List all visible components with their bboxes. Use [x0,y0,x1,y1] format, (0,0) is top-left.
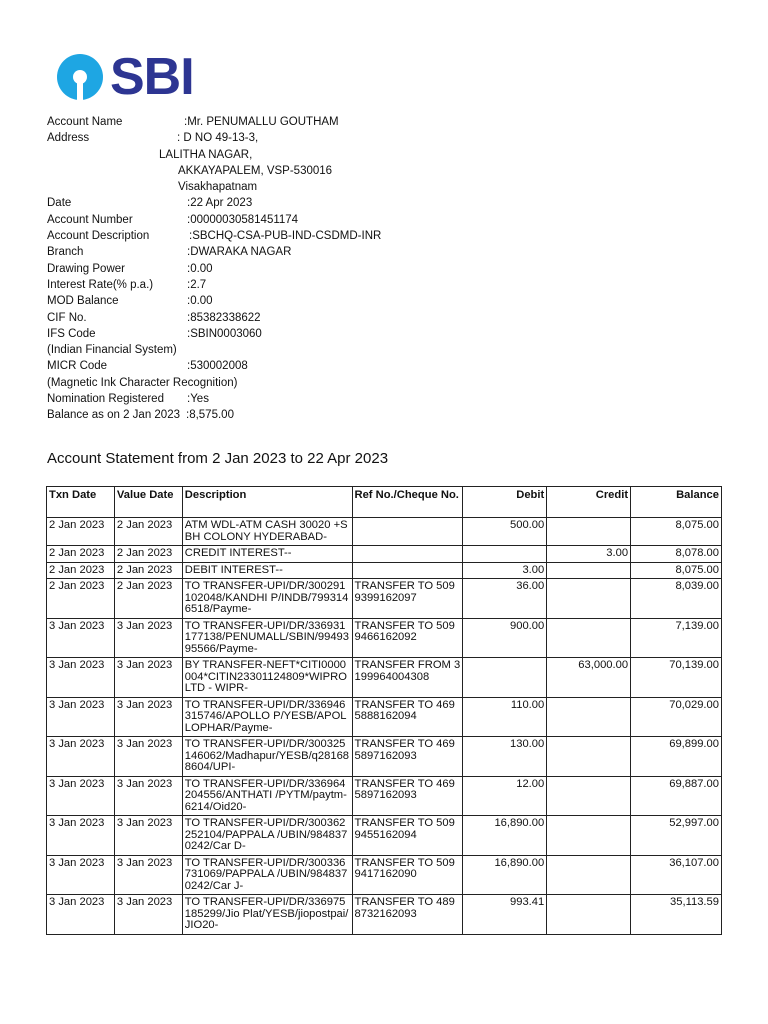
detail-label: Account Description [47,230,150,243]
sbi-logo [56,48,194,106]
detail-label: IFS Code [47,327,96,340]
txn-date-cell: 2 Jan 2023 [47,546,115,563]
ref-no-cell: TRANSFER TO 4898732162093 [352,895,463,935]
detail-label: Account Number [47,213,133,226]
credit-cell [547,737,631,777]
txn-date-cell: 3 Jan 2023 [47,895,115,935]
detail-label: Interest Rate(% p.a.) [47,278,154,291]
value-date-cell: 2 Jan 2023 [114,546,182,563]
credit-cell: 3.00 [547,546,631,563]
balance-cell: 35,113.59 [631,895,722,935]
debit-cell: 130.00 [463,737,547,777]
detail-label: MICR Code [47,360,108,373]
description-cell: TO TRANSFER-UPI/DR/336964204556/ANTHATI /PYTM/paytm-6214/Oid20- [182,776,352,816]
detail-value: :530002008 [187,360,248,373]
detail-label: Balance as on 2 Jan 2023 [47,409,180,422]
statement-title: Account Statement from 2 Jan 2023 to 22 Apr 2023 [47,450,389,467]
header-value-date: Value Date [114,487,182,518]
transactions-table [46,486,722,935]
txn-date-cell: 3 Jan 2023 [47,855,115,895]
balance-cell: 36,107.00 [631,855,722,895]
credit-cell [547,518,631,546]
credit-cell [547,895,631,935]
detail-value: :0.00 [187,295,213,308]
balance-cell: 8,078.00 [631,546,722,563]
detail-value: :00000030581451174 [187,213,299,226]
debit-cell: 12.00 [463,776,547,816]
credit-cell: 63,000.00 [547,658,631,698]
detail-value: :0.00 [187,262,213,275]
ref-no-cell [352,546,463,563]
detail-value: :22 Apr 2023 [187,197,253,210]
balance-cell: 70,029.00 [631,697,722,737]
detail-value: :Yes [187,393,209,406]
table-row [47,895,722,935]
txn-date-cell: 3 Jan 2023 [47,816,115,856]
description-cell: TO TRANSFER-UPI/DR/336975185299/Jio Plat/YESB/jiopostpai/JIO20- [182,895,352,935]
value-date-cell: 2 Jan 2023 [114,518,182,546]
table-header-row [47,487,722,518]
table-row [47,855,722,895]
credit-cell [547,618,631,658]
detail-label: CIF No. [47,311,87,324]
description-cell: BY TRANSFER-NEFT*CITI0000004*CITIN23301124809*WIPRO LTD - WIPR- [182,658,352,698]
detail-value: Visakhapatnam [178,181,258,194]
value-date-cell: 3 Jan 2023 [114,737,182,777]
debit-cell: 16,890.00 [463,816,547,856]
ref-no-cell: TRANSFER TO 5099455162094 [352,816,463,856]
detail-value: : D NO 49-13-3, [177,132,259,145]
description-cell: TO TRANSFER-UPI/DR/336946315746/APOLLO P/YESB/APOLLOPHAR/Payme- [182,697,352,737]
description-cell: TO TRANSFER-UPI/DR/300291102048/KANDHI P/INDB/7993146518/Payme- [182,579,352,619]
txn-date-cell: 2 Jan 2023 [47,579,115,619]
description-cell: TO TRANSFER-UPI/DR/300336731069/PAPPALA /UBIN/9848370242/Car J- [182,855,352,895]
debit-cell [463,658,547,698]
balance-cell: 69,887.00 [631,776,722,816]
table-row [47,816,722,856]
value-date-cell: 3 Jan 2023 [114,855,182,895]
detail-value: AKKAYAPALEM, VSP-530016 [178,164,333,177]
description-cell: TO TRANSFER-UPI/DR/336931177138/PENUMALL/SBIN/9949395566/Payme- [182,618,352,658]
ref-no-cell: TRANSFER TO 4695888162094 [352,697,463,737]
txn-date-cell: 2 Jan 2023 [47,562,115,579]
detail-value: :8,575.00 [186,409,234,422]
description-cell: DEBIT INTEREST-- [182,562,352,579]
table-row [47,562,722,579]
debit-cell: 500.00 [463,518,547,546]
header-balance: Balance [631,487,722,518]
detail-value: :DWARAKA NAGAR [187,246,292,259]
detail-value: :SBIN0003060 [187,327,262,340]
ref-no-cell: TRANSFER TO 5099399162097 [352,579,463,619]
detail-label: MOD Balance [47,295,119,308]
header-description: Description [182,487,352,518]
debit-cell: 16,890.00 [463,855,547,895]
ref-no-cell: TRANSFER TO 4695897162093 [352,737,463,777]
credit-cell [547,562,631,579]
debit-cell: 110.00 [463,697,547,737]
bank-name: SBI [110,48,194,106]
balance-cell: 7,139.00 [631,618,722,658]
balance-cell: 69,899.00 [631,737,722,777]
ref-no-cell [352,562,463,579]
credit-cell [547,776,631,816]
table-row [47,658,722,698]
debit-cell: 3.00 [463,562,547,579]
header-credit: Credit [547,487,631,518]
description-cell: CREDIT INTEREST-- [182,546,352,563]
txn-date-cell: 3 Jan 2023 [47,776,115,816]
detail-label: Branch [47,246,84,259]
detail-value: :Mr. PENUMALLU GOUTHAM [184,116,339,128]
header-txn-date: Txn Date [47,487,115,518]
detail-label: (Indian Financial System) [47,344,177,357]
table-row [47,518,722,546]
credit-cell [547,816,631,856]
ref-no-cell [352,518,463,546]
detail-label: Nomination Registered [47,393,164,406]
detail-label: Date [47,197,72,210]
txn-date-cell: 3 Jan 2023 [47,737,115,777]
value-date-cell: 3 Jan 2023 [114,776,182,816]
txn-date-cell: 2 Jan 2023 [47,518,115,546]
table-row [47,618,722,658]
detail-value: :SBCHQ-CSA-PUB-IND-CSDMD-INR [189,230,382,243]
balance-cell: 8,039.00 [631,579,722,619]
detail-value: LALITHA NAGAR, [159,148,253,161]
txn-date-cell: 3 Jan 2023 [47,658,115,698]
txn-date-cell: 3 Jan 2023 [47,697,115,737]
ref-no-cell: TRANSFER TO 5099417162090 [352,855,463,895]
value-date-cell: 2 Jan 2023 [114,579,182,619]
sbi-keyhole-icon [56,53,104,101]
value-date-cell: 3 Jan 2023 [114,618,182,658]
ref-no-cell: TRANSFER FROM 3199964004308 [352,658,463,698]
value-date-cell: 3 Jan 2023 [114,816,182,856]
value-date-cell: 3 Jan 2023 [114,658,182,698]
credit-cell [547,855,631,895]
table-row [47,546,722,563]
header-ref-no: Ref No./Cheque No. [352,487,463,518]
value-date-cell: 3 Jan 2023 [114,895,182,935]
table-row [47,579,722,619]
table-row [47,697,722,737]
debit-cell: 36.00 [463,579,547,619]
ref-no-cell: TRANSFER TO 5099466162092 [352,618,463,658]
balance-cell: 8,075.00 [631,562,722,579]
credit-cell [547,697,631,737]
debit-cell: 993.41 [463,895,547,935]
detail-label: Address [47,132,90,145]
value-date-cell: 2 Jan 2023 [114,562,182,579]
detail-label: Drawing Power [47,262,125,275]
table-row [47,776,722,816]
detail-label: (Magnetic Ink Character Recognition) [47,376,238,389]
value-date-cell: 3 Jan 2023 [114,697,182,737]
balance-cell: 8,075.00 [631,518,722,546]
balance-cell: 70,139.00 [631,658,722,698]
detail-value: :2.7 [187,278,207,291]
header-debit: Debit [463,487,547,518]
table-row [47,737,722,777]
detail-label: Account Name [47,116,123,128]
description-cell: TO TRANSFER-UPI/DR/300362252104/PAPPALA /UBIN/9848370242/Car D- [182,816,352,856]
description-cell: ATM WDL-ATM CASH 30020 +SBH COLONY HYDERABAD- [182,518,352,546]
detail-value: :85382338622 [187,311,261,324]
ref-no-cell: TRANSFER TO 4695897162093 [352,776,463,816]
balance-cell: 52,997.00 [631,816,722,856]
credit-cell [547,579,631,619]
txn-date-cell: 3 Jan 2023 [47,618,115,658]
debit-cell: 900.00 [463,618,547,658]
debit-cell [463,546,547,563]
description-cell: TO TRANSFER-UPI/DR/300325146062/Madhapur/YESB/q281688604/UPI- [182,737,352,777]
